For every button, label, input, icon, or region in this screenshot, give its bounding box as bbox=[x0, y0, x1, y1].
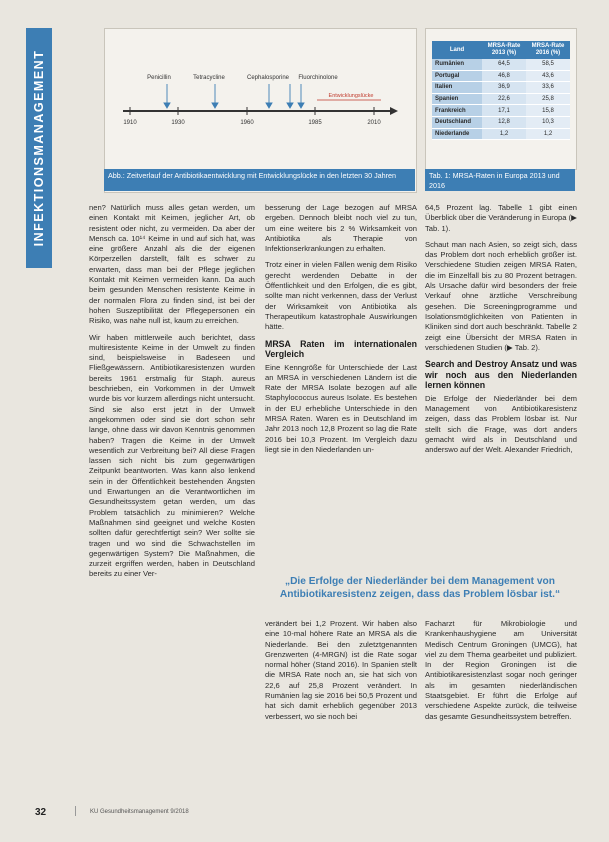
paragraph: Schaut man nach Asien, so zeigt sich, dass das Problem dort noch erheblich größer ist. Verschiedene Studien zeigen MRSA Raten, die im Einzelfall bis zu 80 Prozent betragen. Als Ursache dafür wird besonders der freie Verkauf ohne ärztliche Verschreibung gesehen. Die Screeningprogramme und Isolationsmöglichkeiten von Patienten in Kliniken sind dort auch beschränkt. Tabelle 2 zeigt eine Übersicht der MRSA Raten in verschiedenen Studien (▶ Tab. 2). bbox=[425, 239, 577, 352]
page-number: 32 bbox=[35, 807, 47, 818]
table-header: Land bbox=[432, 41, 482, 59]
table-header: MRSA-Rate 2013 (%) bbox=[482, 41, 526, 59]
mrsa-table bbox=[432, 41, 570, 140]
year-label: 2010 bbox=[367, 120, 381, 126]
text-column-3-continued bbox=[425, 619, 577, 728]
journal-name: KU Gesundheitsmanagement 9/2018 bbox=[90, 809, 189, 815]
text-column-2 bbox=[265, 203, 417, 461]
paragraph: nen? Natürlich muss alles getan werden, um einen Kontakt mit Keimen, jeglicher Art, ob resistent oder nicht, zu vermeiden. Da aber der Mensch ca. 10¹⁴ Keime in und auf sich hat, was eine größere Anzahl als die der eigenen Körperzellen darstellt, fällt es schwer zu erwarten, dass man bei der Pflege jeglichen Kontakt mit Keimen vermeiden kann. Da auch beim gesunden Menschen resistente Keime in der normalen Flora zu finden sind, ist bei der hohen Suszeptibilität der Pflegepersonen ein Risiko, was nahe null ist, kaum zu erreichen. bbox=[89, 203, 255, 326]
table-header: MRSA-Rate 2016 (%) bbox=[526, 41, 570, 59]
paragraph: Trotz einer in vielen Fällen wenig dem Risiko gerecht werdenden Debatte in der Öffentlichkeit und den Erfolgen, die es gibt, sollte man nicht verkennen, dass der Verlust der Wirksamkeit von Antibiotika als Therapeutikum katastrophale Auswirkungen hätte. bbox=[265, 260, 417, 332]
section-sidebar bbox=[26, 28, 52, 268]
table-row: Frankreich 17,1 15,8 bbox=[432, 105, 570, 117]
year-label: 1960 bbox=[240, 120, 254, 126]
paragraph: Die Erfolge der Niederländer bei dem Management von Antibiotikaresistenz zeigen, dass das Problem lösbar ist. Nur stellt sich die Frage, was dort anders gemacht wird als in Deutschland und anderswo auf der Welt. Alexander Friedrich, bbox=[425, 393, 577, 455]
paragraph: besserung der Lage bezogen auf MRSA ergeben. Dennoch bleibt noch viel zu tun, um eine weitere bis 2 % Wirksamkeit von Antibiotika als Therapie von Infektionserkrankungen zu erhalten. bbox=[265, 203, 417, 254]
gap-label: Entwicklungslücke bbox=[328, 93, 374, 99]
table-row: Niederlande 1,2 1,2 bbox=[432, 128, 570, 140]
table-row: Deutschland 12,8 10,3 bbox=[432, 116, 570, 128]
year-label: 1910 bbox=[123, 120, 137, 126]
milestone-label: Fluorchinolone bbox=[298, 75, 338, 81]
year-label: 1985 bbox=[308, 120, 322, 126]
text-column-1 bbox=[89, 203, 255, 586]
pull-quote: „Die Erfolge der Niederländer bei dem Management von Antibiotikaresistenz zeigen, dass das Problem lösbar ist.“ bbox=[279, 576, 561, 600]
footer-divider bbox=[75, 806, 76, 816]
text-column-2-continued bbox=[265, 619, 417, 728]
table-row: Portugal 46,8 43,6 bbox=[432, 70, 570, 82]
section-title: INFEKTIONSMANAGEMENT bbox=[32, 49, 46, 247]
table-row: Italien 36,9 33,6 bbox=[432, 82, 570, 94]
milestone-label: Penicillin bbox=[147, 75, 171, 81]
paragraph: Wir haben mittlerweile auch berichtet, dass multiresistente Keime in der Umwelt zu finden sind, beispielsweise in Badeseen und Fließgewässern. Antibiotikaresistenzen wurden bereits 1961 erstmalig für Staph. aureus beschrieben, ein Vorkommen in der Umwelt wurde bis vor kurzem allerdings nicht untersucht. Sind sie also erst jetzt in der Umwelt angekommen oder sind sie dort schon sehr lange, ohne dass wir davon Kenntnis genommen haben? Tragen die Keime in der Umwelt wesentlich zur Verbreitung bei? All diese Fragen lassen sich nicht bis zum gegenwärtigen Zeitpunkt beantworten. Was kann also lenkend sein in der Öffentlichkeit bestehenden Ängsten und Erwartungen an die Verantwortlichen im Gesundheitssystem getan werden, um das Problem tatsächlich zu minimieren? Welche Maßnahmen sind geeignet und welche Kosten sollten dafür gerechtfertigt sein? Wer sollte sie tragen und wo sind die Schwachstellen im gegenwärtigen System? Die Maßnahmen, die zurzeit ergriffen werden, haben in Deutschland bereits zu einer Ver- bbox=[89, 332, 255, 579]
axis-arrowhead bbox=[390, 107, 398, 115]
paragraph: Facharzt für Mikrobiologie und Krankenhaushygiene am Universität Medisch Centrum Groningen (UMCG), hat viel zu dem Thema gearbeitet und publiziert. In der Region Groningen ist die Antibiotikaresistenzlast sogar noch geringer als im gesamten niederländischen Staatsgebiet. Er führt die Erfolge auf verschiedene Aspekte zurück, die teilweise das gesamte Gesundheitssystem betreffen. bbox=[425, 619, 577, 721]
table-caption: Tab. 1: MRSA-Raten in Europa 2013 und 2016 bbox=[425, 169, 575, 191]
section-heading: Search and Destroy Ansatz und was wir noch aus den Niederlanden lernen können bbox=[425, 359, 577, 391]
text-column-3 bbox=[425, 203, 577, 461]
mrsa-table-box bbox=[425, 28, 577, 170]
figure-caption: Abb.: Zeitverlauf der Antibiotikaentwicklung mit Entwicklungslücke in den letzten 30 Jahren bbox=[104, 169, 415, 191]
year-label: 1930 bbox=[171, 120, 185, 126]
milestone-arrows bbox=[164, 84, 304, 108]
paragraph: Eine Kenngröße für Unterschiede der Last an MRSA in verschiedenen Ländern ist die Rate der MRSA Isolate bezogen auf alle Staphylococcus aureus Isolate. Es bestehen in der EU erhebliche Unterschiede in den MRSA Raten. Waren es in Deutschland im Jahr 2013 noch 12,8 Prozent so lag die Rate 2016 bei 10,3 Prozent. Im Vergleich dazu liegt sie in den Niederlanden un- bbox=[265, 362, 417, 454]
milestone-label: Cephalosporine bbox=[246, 75, 290, 81]
section-heading: MRSA Raten im internationalen Vergleich bbox=[265, 338, 417, 360]
table-row: Rumänien 64,5 58,5 bbox=[432, 59, 570, 70]
table-row: Spanien 22,6 25,8 bbox=[432, 93, 570, 105]
milestone-label: Tetracycline bbox=[193, 75, 225, 81]
timeline-graphic bbox=[105, 29, 416, 170]
paragraph: verändert bei 1,2 Prozent. Wir haben also eine 10-mal höhere Rate an MRSA als die Niederlande. Bei den zuletztgenannten Grenzwerten (4-MRGN) ist die Rate sogar normal höher (Stand 2016). In Spanien stellt die MRSA Rate noch an, sie hat sich von 22,6 auf 25,8 Prozent verändert. In Rumänien lag sie 2016 bei 50,5 Prozent und hat sich damit erheblich gegenüber 2013 verbessert, wo sie noch bei bbox=[265, 619, 417, 721]
paragraph: 64,5 Prozent lag. Tabelle 1 gibt einen Überblick über die Veränderung in Europa (▶ Tab. 1). bbox=[425, 203, 577, 233]
